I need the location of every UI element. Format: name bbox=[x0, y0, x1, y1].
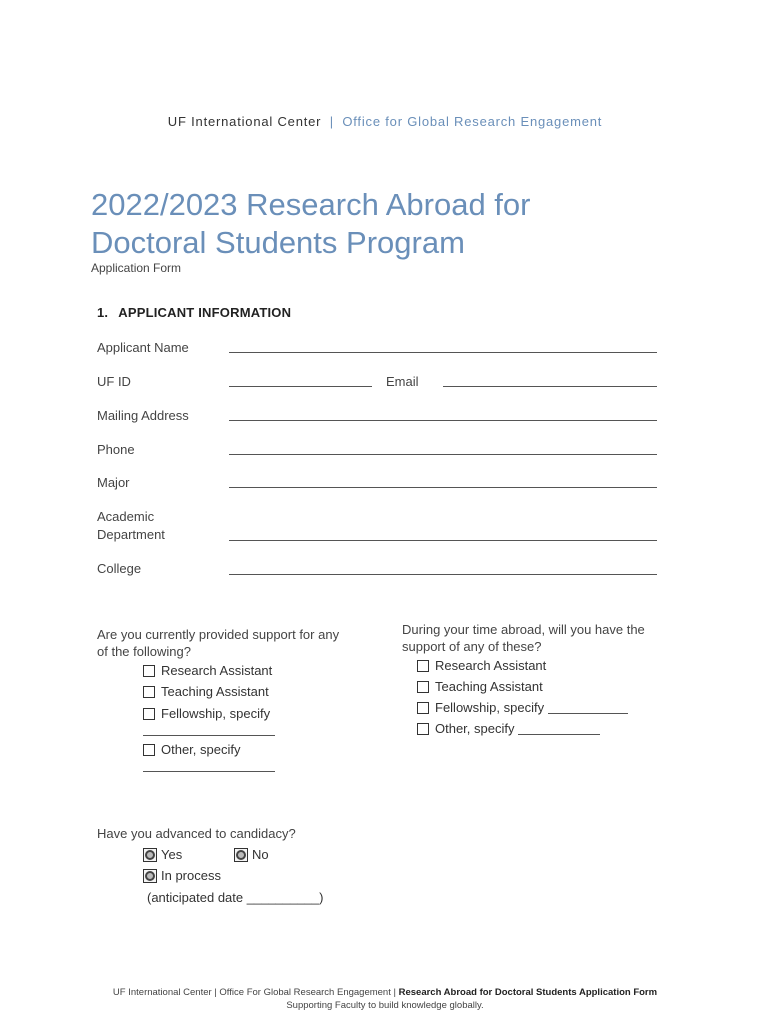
checkbox[interactable] bbox=[417, 681, 429, 693]
page-subtitle: Application Form bbox=[91, 261, 182, 275]
abroad-option-fellowship[interactable] bbox=[417, 700, 628, 715]
anticipated-date bbox=[147, 890, 323, 905]
option-label: Yes bbox=[161, 847, 183, 862]
checkbox[interactable] bbox=[417, 723, 429, 735]
page-header bbox=[0, 114, 770, 129]
footer-line-1 bbox=[0, 986, 770, 999]
option-label: Other, specify bbox=[435, 721, 515, 736]
candidacy-yes-option[interactable] bbox=[143, 847, 182, 862]
candidacy-question: Have you advanced to candidacy? bbox=[97, 826, 296, 841]
college-label: College bbox=[97, 561, 142, 576]
current-option-other[interactable] bbox=[143, 742, 240, 757]
abroad-option-other[interactable] bbox=[417, 721, 600, 736]
abroad-support-question bbox=[402, 621, 645, 655]
current-fellowship-specify-field[interactable] bbox=[143, 735, 275, 736]
checkbox[interactable] bbox=[143, 686, 155, 698]
phone-label: Phone bbox=[97, 442, 135, 457]
abroad-other-specify-field[interactable] bbox=[518, 723, 600, 735]
page-footer bbox=[0, 986, 770, 1012]
candidacy-in-process-option[interactable] bbox=[143, 868, 221, 883]
section-number: 1. bbox=[97, 305, 109, 320]
checkbox[interactable] bbox=[143, 744, 155, 756]
current-option-teaching-assistant[interactable] bbox=[143, 684, 269, 699]
current-option-research-assistant[interactable] bbox=[143, 663, 272, 678]
radio-button[interactable] bbox=[234, 848, 248, 862]
abroad-support-question-line-1: During your time abroad, will you have the bbox=[402, 622, 645, 637]
footer-form-title: Research Abroad for Doctoral Students Application Form bbox=[398, 987, 658, 998]
mailing-address-field[interactable] bbox=[229, 420, 657, 421]
email-field[interactable] bbox=[443, 386, 657, 387]
checkbox[interactable] bbox=[143, 665, 155, 677]
current-other-specify-field[interactable] bbox=[143, 771, 275, 772]
candidacy-no-option[interactable] bbox=[234, 847, 269, 862]
option-label: Research Assistant bbox=[435, 658, 547, 673]
radio-button[interactable] bbox=[143, 869, 157, 883]
current-support-question bbox=[97, 626, 339, 660]
abroad-support-question-line-2: support of any of these? bbox=[402, 639, 542, 654]
anticipated-date-suffix: ) bbox=[319, 890, 324, 905]
option-label: In process bbox=[161, 868, 221, 883]
section-title: APPLICANT INFORMATION bbox=[118, 305, 292, 320]
anticipated-date-field[interactable]: __________ bbox=[246, 890, 320, 905]
applicant-name-label: Applicant Name bbox=[97, 340, 189, 355]
checkbox[interactable] bbox=[417, 660, 429, 672]
option-label: Fellowship, specify bbox=[161, 706, 271, 721]
abroad-option-teaching-assistant[interactable] bbox=[417, 679, 543, 694]
option-label: Fellowship, specify bbox=[435, 700, 545, 715]
option-label: No bbox=[252, 847, 269, 862]
current-support-question-line-2: of the following? bbox=[97, 644, 191, 659]
applicant-name-field[interactable] bbox=[229, 352, 657, 353]
header-office: Office for Global Research Engagement bbox=[342, 114, 603, 129]
footer-tagline: Supporting Faculty to build knowledge globally. bbox=[286, 1000, 484, 1011]
email-label: Email bbox=[386, 374, 419, 389]
abroad-option-research-assistant[interactable] bbox=[417, 658, 546, 673]
current-option-fellowship[interactable] bbox=[143, 706, 270, 721]
academic-department-field[interactable] bbox=[229, 540, 657, 541]
title-line-1: 2022/2023 Research Abroad for bbox=[91, 187, 531, 222]
academic-label-line-1: Academic bbox=[97, 509, 155, 524]
option-label: Other, specify bbox=[161, 742, 241, 757]
uf-id-label: UF ID bbox=[97, 374, 131, 389]
title-line-2: Doctoral Students Program bbox=[91, 225, 465, 260]
academic-label-line-2: Department bbox=[97, 527, 165, 542]
option-label: Teaching Assistant bbox=[161, 684, 269, 699]
anticipated-date-prefix: (anticipated date bbox=[147, 890, 244, 905]
header-org: UF International Center bbox=[167, 114, 322, 129]
section-heading bbox=[97, 305, 291, 320]
phone-field[interactable] bbox=[229, 454, 657, 455]
uf-id-field[interactable] bbox=[229, 386, 372, 387]
option-label: Research Assistant bbox=[161, 663, 273, 678]
footer-left-text: UF International Center | Office For Global Research Engagement | bbox=[112, 987, 396, 998]
header-separator: | bbox=[329, 114, 334, 129]
abroad-fellowship-specify-field[interactable] bbox=[548, 702, 628, 714]
radio-button[interactable] bbox=[143, 848, 157, 862]
academic-department-label bbox=[97, 508, 165, 544]
current-support-question-line-1: Are you currently provided support for any bbox=[97, 627, 340, 642]
option-label: Teaching Assistant bbox=[435, 679, 543, 694]
checkbox[interactable] bbox=[417, 702, 429, 714]
checkbox[interactable] bbox=[143, 708, 155, 720]
page-title bbox=[91, 186, 691, 262]
mailing-address-label: Mailing Address bbox=[97, 408, 189, 423]
college-field[interactable] bbox=[229, 574, 657, 575]
major-label: Major bbox=[97, 475, 130, 490]
major-field[interactable] bbox=[229, 487, 657, 488]
